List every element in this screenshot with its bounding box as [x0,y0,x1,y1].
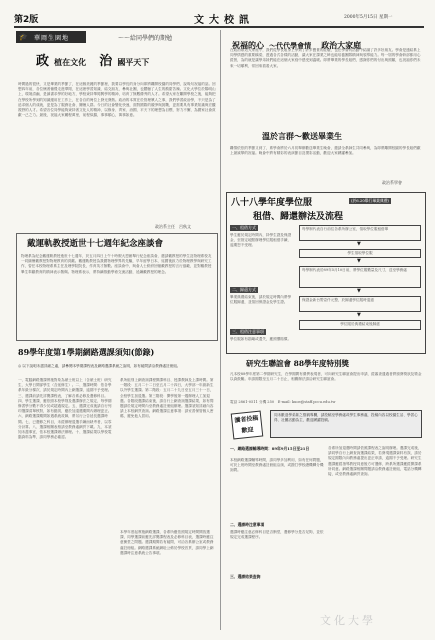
memorial-headline: 戴運軌教授逝世十七週年紀念座談會 [27,239,164,249]
family-headline-b: ～代代學會情 [269,41,312,50]
course-body-col2: 系所組別上網查詢課程開課科目、授課教師及上課時間。第一階段：五月二十二日至五月二十四日，大學部一年級新生以外學生選課。第二階段：五月二十九日至五月三十一日，全校學生加退選。第三階段：開學後第一週辦理人工加退選。各階段選課結束後，請自行上網查詢選課結果，如有問題請於規定時間內至教務處註冊組辦理。選課須知詳細內容請上本校網頁查詢。網路選課注意事項：請妥善保管個人密碼，避免他人冒用。 [120,378,214,419]
rb-tag-2: 二、選課時注意事項 [230,522,265,527]
rb-body-2: 選課時應注意必修科目是否衝堂，選修學分是否足夠，並依規定完成選課程序。 [230,530,324,540]
course-body-col2b: 本學年度起實施網路選課，各系所應依照規定時間開放選課，同學選課前應先詳閱課程表及必修科目表，選課時應注意衝堂之問題。選課期間若有疑問，可洽各系辦公室或教務處註冊組。網路選課系統網址公佈於學校首頁，請同學上網選課時注意系統公告事項。 [120,530,214,555]
gown-note: (於6.20舉行畢業典禮) [351,198,389,203]
rb-body-1: 本校網路選課輔導時間，請同學多加利用，如有任何問題，可於上班時間至教務處註冊組洽詢，或撥打學校總機轉分機詢問。 [230,458,324,473]
welcome-signature: 政治系學會 [382,180,402,185]
grad-award-contact: 電話 2861-0511 分機 250 E-mail: kuoe@staff.pccu.edu.tw [230,400,336,404]
gown-section2-tag: 二、歸還方式 [232,287,256,292]
grad-award-headline: 研究生聯誼會 88學年度特別獎 [246,359,350,368]
gown-section1-tag: 一、租借方式 [232,225,256,230]
gown-headline: 八十八學年度學位服 [231,198,313,208]
arrow-down-icon: ▼ [357,312,361,318]
course-selection-headline: 89學年度第1學期網路選課須知(節錄) [18,347,155,357]
gown-rental-box [226,192,426,354]
family-headline-a: 祝福的心 [232,40,264,50]
flow-step-4: 保證金新台幣壹仟元整，於歸還學位服時退還 [299,296,421,312]
memorial-article [16,233,218,341]
masthead-rule [14,26,424,28]
grad-award-body: 凡本校88學年度第二學期研究生，在學期間有優異表現者，可向研究生聯誼會提出申請，經審查通過者將頒發獎狀及獎金以資鼓勵。申請期限至五月二十日止，相關辦法請洽研究生聯誼會。 [230,372,422,382]
memorial-body: 物理系為紀念戴運軌教授逝世十七週年，於五月四日上午十時假大恩館舉行紀念座談會，邀請戴教授的學生及物理系校友一同緬懷戴教授對物理教育的貢獻。戴運軌教授為我國物理學界的先驅，早年留學日本，返國後致力於物理教學與研究工作，曾任本校物理系系主任及理學院院長，作育英才無數。座談會中，與會人士紛紛回憶戴教授的言行風範，並對戴教授畢生奉獻教育的精神表示敬佩。物理系表示，將持續推動學術交流活動，延續戴教授的理念。 [21,254,212,274]
arrow-down-icon: ▼ [357,258,361,264]
column-divider [220,30,221,630]
arrow-down-icon: ▼ [357,288,361,294]
invite-box: 同未歡迎學弟妹之徵稿專欄，請投稿至學務處或學生事務處，投稿內容以校園生活、學習心得、社團活動為主，歡迎踴躍投稿。 [270,410,422,438]
section-tag: 華岡生園地 [34,35,70,42]
headline-small-a: 植在文化 [54,57,87,67]
gown-section3-body: 學位服如有損壞或遺失，應照價賠償。 [230,337,292,341]
rb-tag-1: 一、網路選課輔導時間：89年9月15日至21日 [230,446,310,451]
footer-watermark: 文化大學 [320,614,376,627]
paper-name: 文大校訊 [194,15,254,26]
section-tag-box [16,31,86,43]
headline-char-b: 治 [99,54,113,69]
article-signature: 政治系主任 呂秋文 [155,224,191,229]
issue-date: 2000年5月15日 星期一 [344,15,393,20]
rb-body-3: 各系所加退選時間請依照課程表之說明辦理。選課完成後，請同學自行上網查詢選課結果，若發現選課資料有誤，請於規定期限內向教務處提出更正申請，逾期不予受理。研究生選課應經指導教授同意後方可選修，跨系所選課應經開課系所同意。網路選課相關問題請洽教務處註冊組，電話分機轉接，或至教務處網頁查詢。 [328,446,422,477]
masthead [14,12,424,24]
gown-section2-body: 畢業典禮結束後，請於規定時間內將學位服歸還，並領回保證金及學生證。 [230,295,292,305]
welcome-body: 離情依依的季節又到了，系學會將於六月初舉辦歡送畢業生晚會，邀請全系師生共同參與，為即將離開校園的學長姐們獻上最誠摯的祝福。晚會中將有精彩的表演節目及摸彩活動，歡迎大家踴躍參加。 [230,146,421,156]
invite-stamp: 讀者投稿 歡迎 [231,411,264,440]
article-headline [36,50,216,72]
family-body: 在政治系這大家庭中，我們從學長姐身上學到了許多寶貴的經驗，也在學會的活動中結識了許多好朋友。學會是連結系上同學情感的重要橋梁，透過各式各樣的活動，讓大家在課業之餘也能培養團隊精神與領導能力。每一屆的學會幹部都用心經營，為的就是讓學弟妹們能在這個大家庭中感受到溫暖。即將畢業的學長姐們，感謝你們的付出與照顧，也祝福你們未來一切順利，常回來看看大家。 [230,48,421,68]
rb-tag-3: 三、選課結果查詢 [230,574,261,579]
flow-step-3: 每學制代表於89年5月10日前，將學位服數量及尺寸，送至學務處 [299,266,421,288]
headline-char-a: 政 [36,54,50,69]
gown-section1-body: 學生應於規定時間內，持學生證及保證金，至指定地點辦理學位服租借手續，逾期恕不受理。 [230,233,292,248]
headline-small-b: 國平天下 [117,57,150,67]
flow-step-1: 每學制代表自行前往各系所辦公室，領取學位服租借單 [299,225,421,241]
family-headline-c: 政治大家庭 [321,40,362,50]
article-kicker: ～～給同學們的期勉 [118,35,173,42]
article-body: 時間過的很快，又是畢業的季節了，在這個美麗的季節裡，我要以學長的身分向即將離開校園的同學們，說幾句祝福的話。回想四年前，各位懷著憧憬走進華岡，在這裡學習知識、結交朋友、參與社團，也體驗了人生的酸甜苦辣。文化大學位於陽明山上，環境清幽，是讀書求學的好地方，學校秉持華岡興學的精神，培育了無數優秀的人才。希望大家在離開學校之後，能夠把在學校所學到的知識運用在工作上，在各自的崗位上發光發熱。政治的本質在於管理眾人之事，我們學習政治學，不只是為了追求個人的成就，更是為了服務社會、關懷人群。今日的社會變化快速，面對國際的競爭與挑戰，更需要具有專業知識與宏觀視野的人才。希望各位同學能夠秉持著文化人的精神，以修身、齊家、治國、平天下的理想為目標，努力不懈，為國家社會貢獻一己之力。最後，祝福大家鵬程萬里，前程似錦，事事順心，萬事如意。 [18,82,216,118]
course-intro: ◎ 以下說明未盡詳細之處，請參閱本學期課程表及網路選課系統之說明，如有疑問請洽教務處註冊組。 [18,364,181,368]
flow-step-5: 學位服於典禮結束後歸還 [299,320,421,330]
gown-subhead: 租借、歸還辦法及流程 [253,212,344,222]
arrow-down-icon: ▼ [357,241,361,247]
course-body-col1: 一、電腦網路選課實施對象為碩士班以上（含碩士班）研究生、大學日間部學生（含延修生）。二、選課時間：依各學系年級分梯次，請於規定時間內上網選課，逾期不予受理。三、選課前請先詳閱課程表，了解各系必修及選修科目。四、學生選課，應依照本校學則及選課辦法之規定，每學期修習學分數不得少於或超過規定。五、選課完成後請自行列印選課清單核對，如有錯誤，應於加退選期間內辦理更正。六、網路選課期間如遇系統故障，將另行公告延長選課時間。七、已選修之科目，未經辦理退選手續而缺考者，以零分計算。八、選課相關表格請至教務處網頁下載。九、本須知未盡事宜，依本校選課辦法辦理。十、選課結果以學校電腦資料為準，請同學務必確認。 [18,378,112,440]
graduation-cap-icon: 🎓 [19,33,28,41]
welcome-headline: 溫於言群～歡送畢業生 [262,131,342,141]
gown-section3-tag: 三、租借注意事項 [232,329,264,334]
issue-number: 第2版 [14,15,39,25]
flow-step-2: 學生領取學位服 [299,249,421,258]
